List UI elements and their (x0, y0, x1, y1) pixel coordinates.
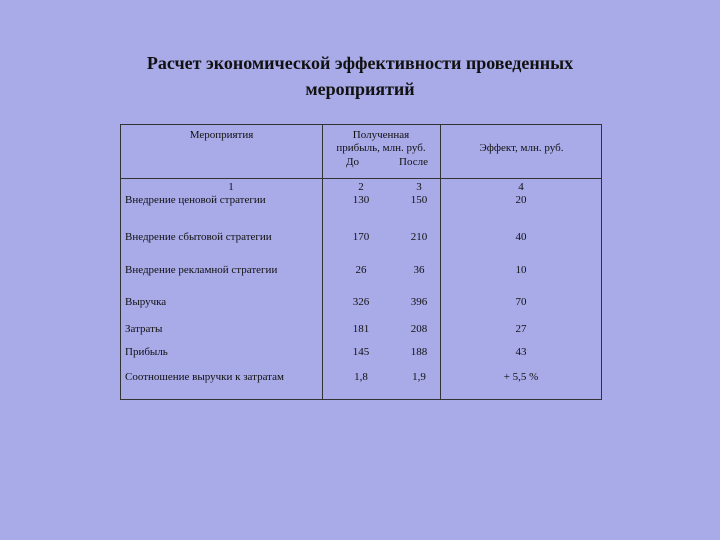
efficiency-table (120, 124, 602, 400)
row-before-index: 2 (358, 181, 364, 193)
row-effect: 20 (515, 194, 527, 206)
header-measures: Мероприятия (189, 129, 254, 141)
header-profit-line2: прибыль, млн. руб. (336, 142, 426, 154)
row-before: 181 (352, 323, 370, 335)
title-line-1: Расчет экономической эффективности проведенных (146, 53, 574, 73)
slide-title (0, 50, 720, 102)
row-before: 26 (355, 264, 367, 276)
row-after: 188 (410, 346, 428, 358)
row-effect: 27 (515, 323, 527, 335)
row-after: 210 (410, 231, 428, 243)
row-after: 208 (410, 323, 428, 335)
row-name: Соотношение выручки к затратам (125, 371, 284, 383)
row-effect: 43 (515, 346, 527, 358)
table-divider (121, 178, 601, 179)
row-before: 170 (352, 231, 370, 243)
row-name: Внедрение ценовой стратегии (125, 194, 266, 206)
header-before: До (346, 156, 360, 168)
header-profit-line1: Полученная (352, 129, 410, 141)
title-line-2: мероприятий (305, 79, 415, 99)
row-after-index: 3 (416, 181, 422, 193)
row-effect: 70 (515, 296, 527, 308)
row-name: Внедрение сбытовой стратегии (125, 231, 272, 243)
row-effect: 40 (515, 231, 527, 243)
row-number: 1 (228, 181, 234, 193)
row-before: 1,8 (354, 371, 368, 383)
row-effect: + 5,5 % (503, 371, 539, 383)
header-after: После (399, 156, 428, 168)
row-after: 396 (410, 296, 428, 308)
row-after: 150 (410, 194, 428, 206)
row-before: 326 (352, 296, 370, 308)
row-after: 1,9 (412, 371, 426, 383)
row-before: 145 (352, 346, 370, 358)
table-divider (322, 125, 323, 399)
row-name: Внедрение рекламной стратегии (125, 264, 278, 276)
row-effect: 10 (515, 264, 527, 276)
row-name: Прибыль (125, 346, 168, 358)
row-after: 36 (413, 264, 425, 276)
row-name: Выручка (125, 296, 167, 308)
row-before: 130 (352, 194, 370, 206)
row-name: Затраты (125, 323, 163, 335)
row-effect-index: 4 (518, 181, 524, 193)
header-effect: Эффект, млн. руб. (479, 142, 564, 154)
table-divider (440, 125, 441, 399)
